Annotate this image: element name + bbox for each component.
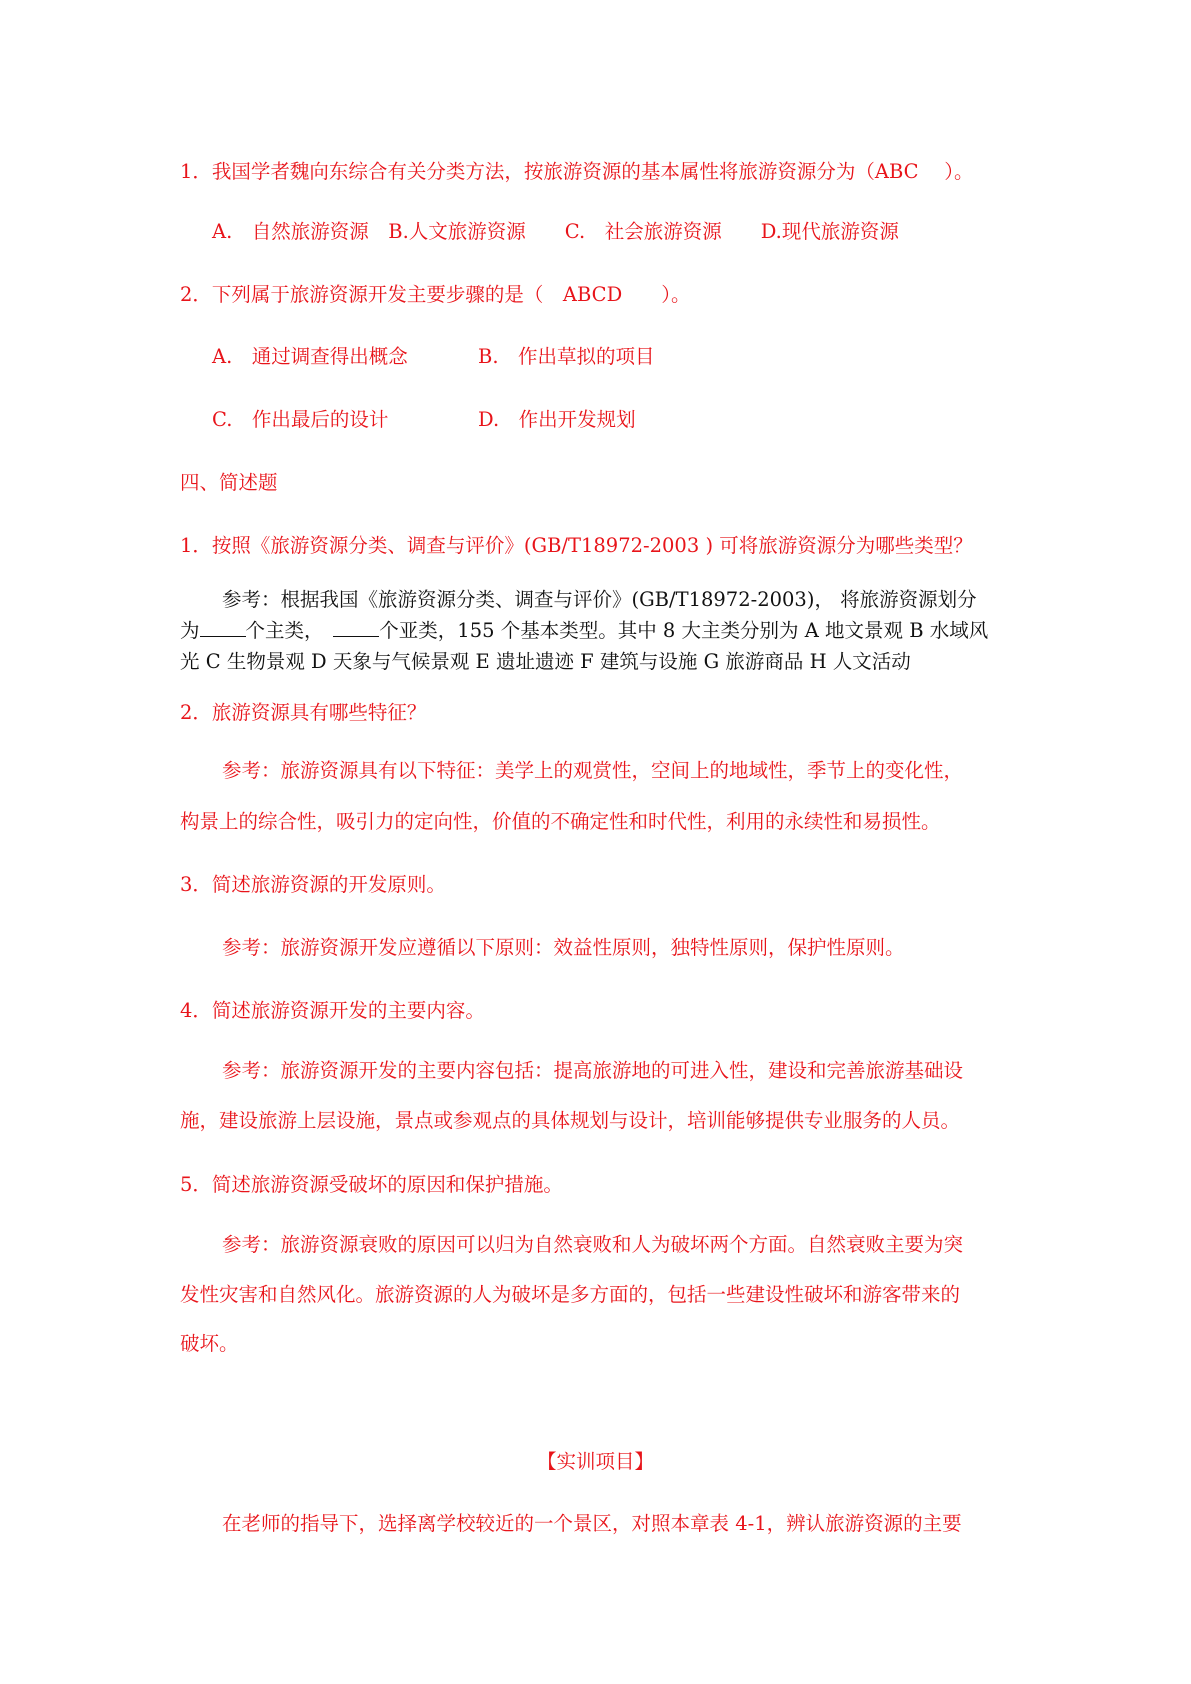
practice-text-line1: 在老师的指导下，选择离学校较近的一个景区，对照本章表 4-1，辨认旅游资源的主要: [222, 1512, 962, 1535]
s4-question: 4．简述旅游资源开发的主要内容。: [180, 999, 485, 1022]
s1-answer-line2-b: 个主类，: [245, 619, 314, 642]
q2-option-d: D. 作出开发规划: [478, 408, 636, 431]
s5-answer-line3: 破坏。: [180, 1332, 239, 1355]
s4-answer-line1: 参考：旅游资源开发的主要内容包括：提高旅游地的可进入性，建设和完善旅游基础设: [222, 1059, 964, 1082]
section-heading: 四、简述题: [180, 471, 278, 494]
fill-blank: [333, 618, 379, 637]
q1-question: 1．我国学者魏向东综合有关分类方法，按旅游资源的基本属性将旅游资源分为（ABC ）。: [180, 160, 974, 183]
s4-answer-line2: 施，建设旅游上层设施，景点或参观点的具体规划与设计，培训能够提供专业服务的人员。: [180, 1109, 961, 1132]
s1-answer-line2: [180, 618, 988, 644]
q2-option-c: C. 作出最后的设计: [212, 408, 389, 431]
s1-answer-line2-c: 个亚类，155 个基本类型。其中 8 大主类分别为 A 地文景观 B 水域风: [379, 619, 989, 642]
s3-answer: 参考：旅游资源开发应遵循以下原则：效益性原则，独特性原则，保护性原则。: [222, 936, 905, 959]
s1-answer-line3: 光 C 生物景观 D 天象与气候景观 E 遗址遗迹 F 建筑与设施 G 旅游商品 H 人文活动: [180, 650, 911, 673]
s5-answer-line1: 参考：旅游资源衰败的原因可以归为自然衰败和人为破坏两个方面。自然衰败主要为突: [222, 1233, 964, 1256]
s1-question: 1．按照《旅游资源分类、调查与评价》(GB/T18972-2003 ) 可将旅游资源分为哪些类型？: [180, 534, 973, 557]
s1-answer-line1: 参考：根据我国《旅游资源分类、调查与评价》(GB/T18972-2003)， 将旅游资源划分: [222, 588, 977, 611]
s2-question: 2．旅游资源具有哪些特征？: [180, 701, 427, 724]
s5-question: 5．简述旅游资源受破坏的原因和保护措施。: [180, 1173, 563, 1196]
s3-question: 3．简述旅游资源的开发原则。: [180, 873, 446, 896]
s2-answer-line1: 参考：旅游资源具有以下特征：美学上的观赏性，空间上的地域性，季节上的变化性，: [222, 759, 964, 782]
s5-answer-line2: 发性灾害和自然风化。旅游资源的人为破坏是多方面的，包括一些建设性破坏和游客带来的: [180, 1283, 961, 1306]
practice-title: 【实训项目】: [536, 1450, 654, 1473]
s1-answer-line2-a: 为: [180, 619, 200, 642]
s2-answer-line2: 构景上的综合性，吸引力的定向性，价值的不确定性和时代性，利用的永续性和易损性。: [180, 810, 941, 833]
q2-option-b: B. 作出草拟的项目: [478, 345, 655, 368]
fill-blank: [200, 618, 246, 637]
q2-option-a: A. 通过调查得出概念: [212, 345, 408, 368]
q1-options: A. 自然旅游资源 B.人文旅游资源 C. 社会旅游资源 D.现代旅游资源: [212, 220, 899, 243]
q2-question: 2．下列属于旅游资源开发主要步骤的是（ ABCD ）。: [180, 283, 691, 306]
